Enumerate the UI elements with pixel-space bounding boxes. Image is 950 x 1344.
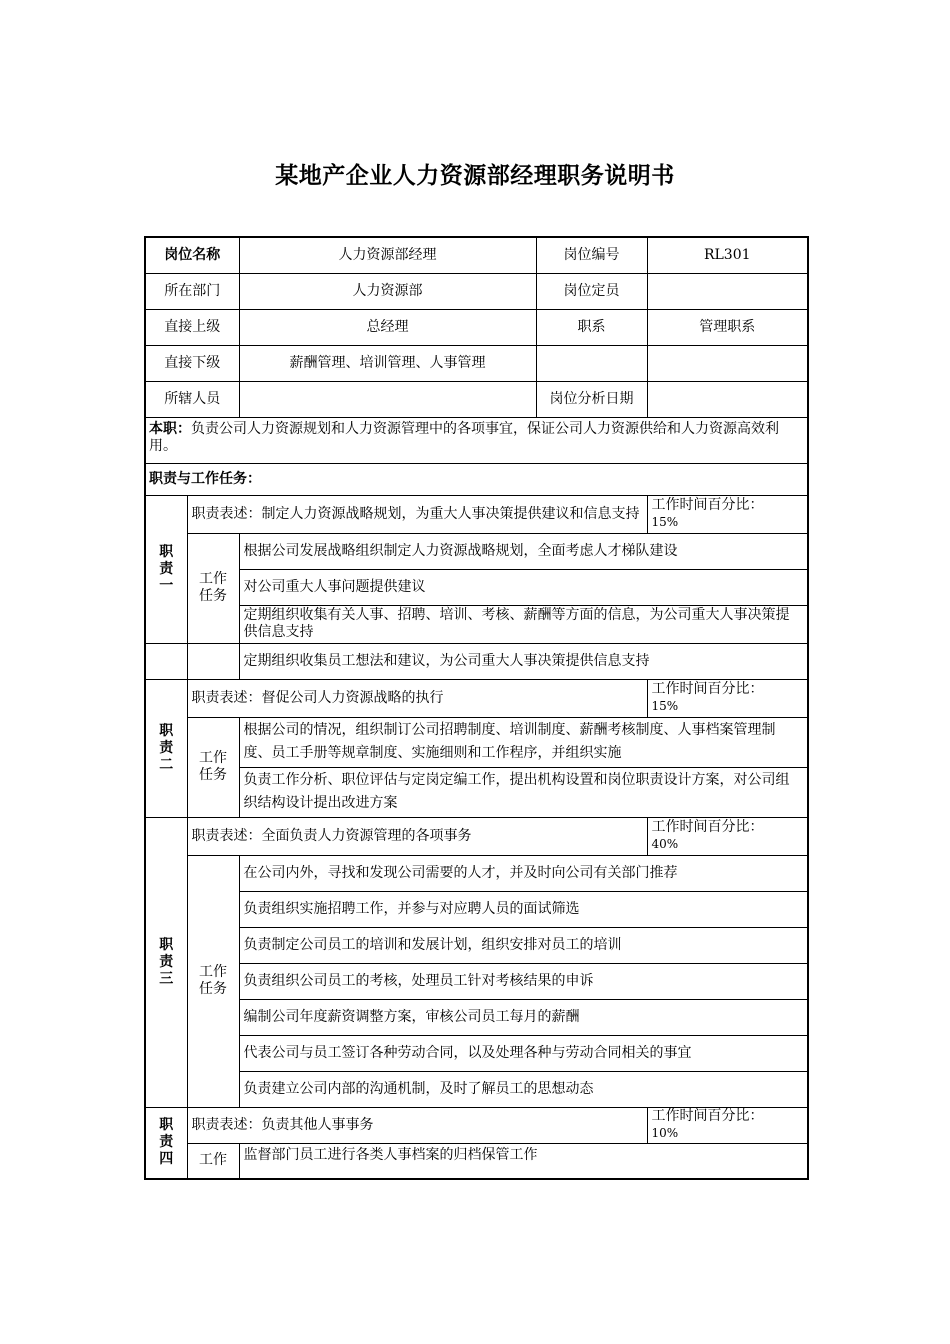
empty-cell (536, 345, 647, 381)
duty-2-task-label: 工作 任务 (187, 717, 239, 817)
duty-1-statement: 职责表述：制定人力资源战略规划，为重大人事决策提供建议和信息支持 (187, 495, 647, 533)
task-item: 根据公司发展战略组织制定人力资源战略规划，全面考虑人才梯队建设 (239, 533, 808, 569)
empty-cell (647, 345, 808, 381)
duty-summary-text: 负责公司人力资源规划和人力资源管理中的各项事宜，保证公司人力资源供给和人力资源高效利用。 (149, 420, 779, 454)
info-row-post-name (145, 237, 808, 273)
duty-summary (145, 417, 808, 463)
task-row (145, 569, 808, 605)
quota-label: 岗位定员 (536, 273, 647, 309)
duty-1-pct: 工作时间百分比： 15% (647, 495, 808, 533)
task-row (145, 533, 808, 569)
quota-value (647, 273, 808, 309)
staff-value (239, 381, 536, 417)
superior-value: 总经理 (239, 309, 536, 345)
info-row-superior (145, 309, 808, 345)
task-item: 负责组织公司员工的考核，处理员工针对考核结果的申诉 (239, 963, 808, 999)
task-row (145, 999, 808, 1035)
duty-2-statement-row (145, 679, 808, 717)
task-row (145, 1143, 808, 1179)
duty-1-label: 职 责 一 (145, 495, 187, 643)
post-code-value: RL301 (647, 237, 808, 273)
duty-4-pct: 工作时间百分比： 10% (647, 1107, 808, 1143)
task-item: 编制公司年度薪资调整方案，审核公司员工每月的薪酬 (239, 999, 808, 1035)
task-row (145, 1035, 808, 1071)
task-row (145, 643, 808, 679)
empty-cell (187, 643, 239, 679)
task-item: 负责制定公司员工的培训和发展计划，组织安排对员工的培训 (239, 927, 808, 963)
page-title: 某地产企业人力资源部经理职务说明书 (275, 163, 675, 189)
duty-2-pct: 工作时间百分比： 15% (647, 679, 808, 717)
task-item: 负责工作分析、职位评估与定岗定编工作，提出机构设置和岗位职责设计方案，对公司组织结构设计提出改进方案 (239, 767, 808, 817)
info-row-dept (145, 273, 808, 309)
task-row (145, 855, 808, 891)
empty-cell (145, 643, 187, 679)
post-code-label: 岗位编号 (536, 237, 647, 273)
duty-3-label: 职 责 三 (145, 817, 187, 1107)
duty-4-statement: 职责表述：负责其他人事事务 (187, 1107, 647, 1143)
task-row (145, 891, 808, 927)
duty-2-statement: 职责表述：督促公司人力资源战略的执行 (187, 679, 647, 717)
duty-1-task-label: 工作 任务 (187, 533, 239, 643)
analysis-date-label: 岗位分析日期 (536, 381, 647, 417)
task-row (145, 767, 808, 817)
task-row (145, 927, 808, 963)
duty-2-label: 职 责 二 (145, 679, 187, 817)
info-row-staff (145, 381, 808, 417)
task-item: 监督部门员工进行各类人事档案的归档保管工作 (239, 1143, 808, 1179)
task-item: 负责建立公司内部的沟通机制，及时了解员工的思想动态 (239, 1071, 808, 1107)
task-item: 负责组织实施招聘工作，并参与对应聘人员的面试筛选 (239, 891, 808, 927)
duty-4-task-label: 工作 (187, 1143, 239, 1179)
task-row (145, 605, 808, 643)
duty-3-statement: 职责表述：全面负责人力资源管理的各项事务 (187, 817, 647, 855)
dept-label: 所在部门 (145, 273, 239, 309)
subordinate-label: 直接下级 (145, 345, 239, 381)
task-row (145, 963, 808, 999)
task-item: 代表公司与员工签订各种劳动合同，以及处理各种与劳动合同相关的事宜 (239, 1035, 808, 1071)
duty-3-pct: 工作时间百分比： 40% (647, 817, 808, 855)
series-label: 职系 (536, 309, 647, 345)
subordinate-value: 薪酬管理、培训管理、人事管理 (239, 345, 536, 381)
series-value: 管理职系 (647, 309, 808, 345)
task-item: 在公司内外，寻找和发现公司需要的人才，并及时向公司有关部门推荐 (239, 855, 808, 891)
section-label: 职责与工作任务： (145, 463, 808, 495)
duty-summary-label: 本职： (149, 420, 191, 437)
analysis-date-value (647, 381, 808, 417)
duty-4-statement-row (145, 1107, 808, 1143)
dept-value: 人力资源部 (239, 273, 536, 309)
task-row (145, 717, 808, 767)
duty-summary-row (145, 417, 808, 463)
task-item: 对公司重大人事问题提供建议 (239, 569, 808, 605)
task-item: 根据公司的情况，组织制订公司招聘制度、培训制度、薪酬考核制度、人事档案管理制度、员工手册等规章制度、实施细则和工作程序，并组织实施 (239, 717, 808, 767)
duty-4-label: 职 责 四 (145, 1107, 187, 1179)
post-name-value: 人力资源部经理 (239, 237, 536, 273)
task-row (145, 1071, 808, 1107)
job-description-table (144, 236, 809, 1180)
task-item: 定期组织收集有关人事、招聘、培训、考核、薪酬等方面的信息，为公司重大人事决策提供信息支持 (239, 605, 808, 643)
task-item: 定期组织收集员工想法和建议，为公司重大人事决策提供信息支持 (239, 643, 808, 679)
info-row-subordinate (145, 345, 808, 381)
duty-1-statement-row (145, 495, 808, 533)
duty-3-statement-row (145, 817, 808, 855)
post-name-label: 岗位名称 (145, 237, 239, 273)
duty-3-task-label: 工作 任务 (187, 855, 239, 1107)
section-header-row (145, 463, 808, 495)
superior-label: 直接上级 (145, 309, 239, 345)
staff-label: 所辖人员 (145, 381, 239, 417)
